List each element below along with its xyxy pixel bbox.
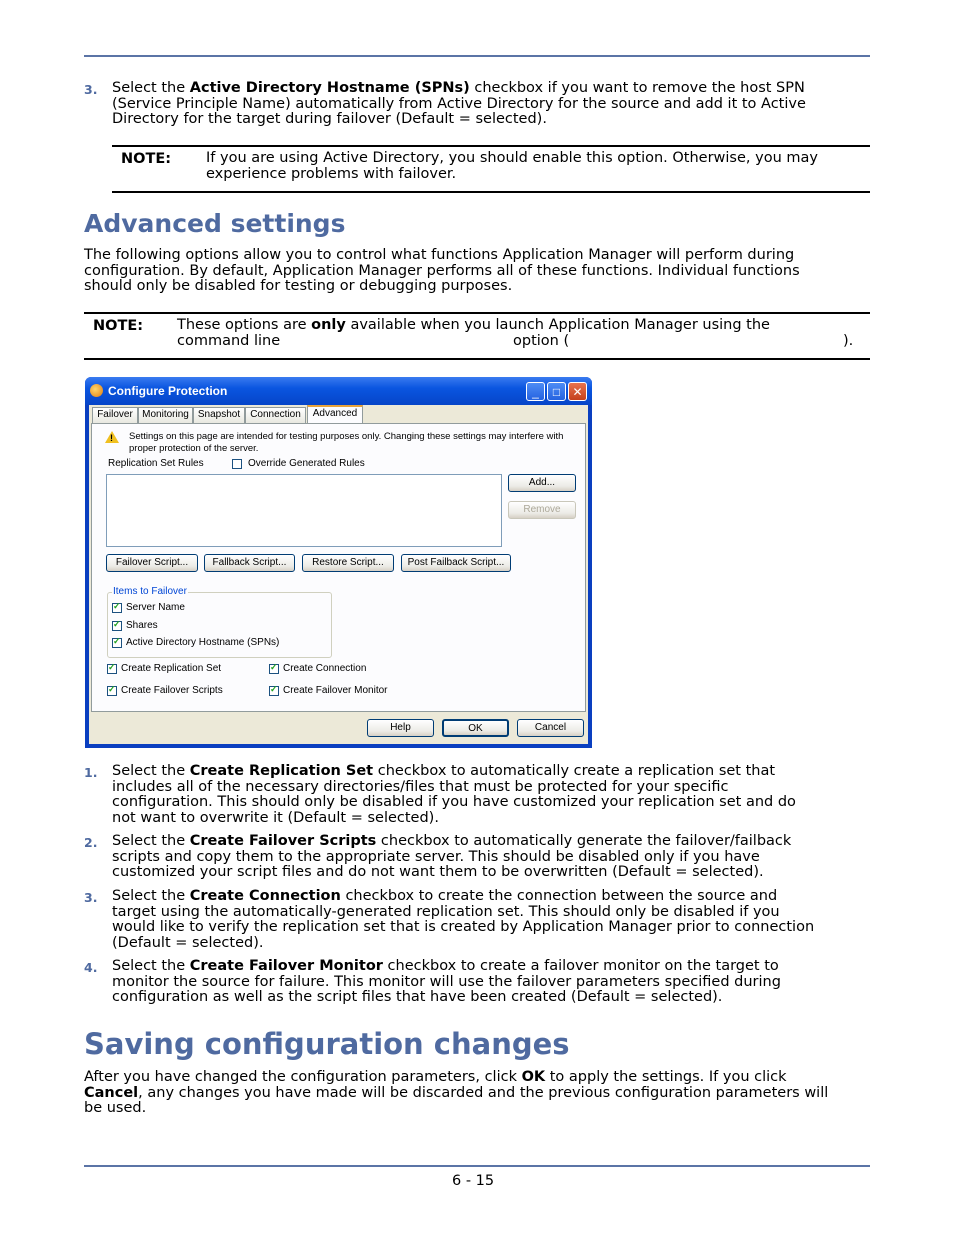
warning-text-2: proper protection of the server. [129,443,259,454]
create-failover-monitor-checkbox[interactable] [269,686,279,696]
app-icon [90,384,103,397]
header-rule [84,55,870,57]
step-number: 1. [84,765,98,780]
maximize-button[interactable]: □ [547,382,566,401]
note-box [84,312,870,360]
create-failover-scripts-checkbox[interactable] [107,686,117,696]
shares-label: Shares [126,620,158,631]
help-button[interactable]: Help [367,719,434,737]
section-heading: Saving configuration changes [84,1027,570,1061]
section-intro: The following options allow you to control what functions Application Manager will perform during configuration. By default, Application Manager performs all of these functions. Individual functions should only be disabled for testing or debugging purposes. [84,247,800,295]
note-label: NOTE: [121,151,172,167]
step-text: Select the Create Failover Scripts checkbox to automatically generate the failover/failback scripts and copy them to the appropriate server. This should be disabled only if you have customized your script files and do not want them to be overwritten (Default = selected). [112,833,792,881]
rules-listbox[interactable] [106,474,502,547]
note-text: These options are only available when you launch Application Manager using the command line option ( ). [177,317,854,349]
replication-rules-label: Replication Set Rules [108,458,204,469]
fallback-script-button[interactable]: Fallback Script... [204,554,295,572]
dialog-body [89,405,588,744]
warning-text-1: Settings on this page are intended for testing purposes only. Changing these settings may interfere with [129,431,564,442]
shares-checkbox[interactable] [112,621,122,631]
post-failback-script-button[interactable]: Post Failback Script... [401,554,511,572]
tab-connection[interactable]: Connection [245,407,306,423]
server-name-checkbox[interactable] [112,603,122,613]
create-failover-scripts-label: Create Failover Scripts [121,685,223,696]
create-connection-checkbox[interactable] [269,664,279,674]
step-text: Select the Create Connection checkbox to create the connection between the source and target using the automatically-generated replication set. This should only be disabled if you would like to verify the replication set that is created by Application Manager prior to connection (Default = selected). [112,888,815,951]
items-group-title: Items to Failover [113,586,187,597]
restore-script-button[interactable]: Restore Script... [302,554,394,572]
footer-rule [84,1165,870,1167]
step-text: Select the Create Failover Monitor checkbox to create a failover monitor on the target to monitor the source for failure. This monitor will use the failover parameters specified during configuration as well as the script files that have been created (Default = selected). [112,958,781,1006]
saving-text: After you have changed the configuration parameters, click OK to apply the settings. If you click Cancel, any changes you have made will be discarded and the previous configuration parameters will be used. [84,1069,829,1117]
tab-advanced[interactable]: Advanced [307,405,363,424]
dialog-title: Configure Protection [108,384,228,398]
note-box [112,145,870,193]
step-number: 2. [84,835,98,850]
note-text: If you are using Active Directory, you should enable this option. Otherwise, you may experience problems with failover. [206,150,818,182]
remove-button[interactable]: Remove [508,501,576,519]
step-text: Select the Active Directory Hostname (SPNs) checkbox if you want to remove the host SPN (Service Principle Name) automatically from Active Directory for the source and add it to Active Directory for the target during failover (Default = selected). [112,80,806,128]
create-replication-set-label: Create Replication Set [121,663,222,674]
add-button[interactable]: Add... [508,474,576,492]
create-replication-set-checkbox[interactable] [107,664,117,674]
page-number: 6 - 15 [452,1173,495,1189]
override-rules-label: Override Generated Rules [248,458,365,469]
step-text: Select the Create Replication Set checkbox to automatically create a replication set that includes all of the necessary directories/files that must be protected for your specific configuration. This should only be disabled if you have customized your replication set and do not want to overwrite it (Default = selected). [112,763,796,826]
advanced-panel: ! Settings on this page are intended for testing purposes only. Changing these settings may interfere with proper protection of the server. Replication Set Rules Override Generated Rules Add... Remove Failover Script... Fallback Script... Restore Script... Post Failback Script... Items to Failover ✓ Server Name ✓ Shares ✓ Active Directory Hostname (SPNs) ✓ Create Replication Set ✓ Create Connection ✓ Create Failover Scripts ✓ Create Failover Monitor [91,423,586,712]
cancel-button[interactable]: Cancel [517,719,584,737]
create-connection-label: Create Connection [283,663,367,674]
tab-monitoring[interactable]: Monitoring [138,407,193,423]
step-number: 3. [84,890,98,905]
tab-failover[interactable]: Failover [92,407,138,423]
ad-hostname-checkbox[interactable] [112,638,122,648]
configure-protection-dialog [85,377,592,748]
tab-snapshot[interactable]: Snapshot [193,407,245,423]
failover-script-button[interactable]: Failover Script... [106,554,198,572]
section-heading: Advanced settings [84,209,346,238]
ok-button[interactable]: OK [442,719,509,737]
ad-hostname-label: Active Directory Hostname (SPNs) [126,637,280,648]
minimize-button[interactable]: _ [526,382,545,401]
server-name-label: Server Name [126,602,185,613]
step-number: 3. [84,82,98,97]
close-button[interactable]: ✕ [568,382,587,401]
note-label: NOTE: [93,318,144,334]
step-number: 4. [84,960,98,975]
create-failover-monitor-label: Create Failover Monitor [283,685,388,696]
dialog-titlebar [85,377,592,405]
override-rules-checkbox[interactable] [232,459,242,469]
